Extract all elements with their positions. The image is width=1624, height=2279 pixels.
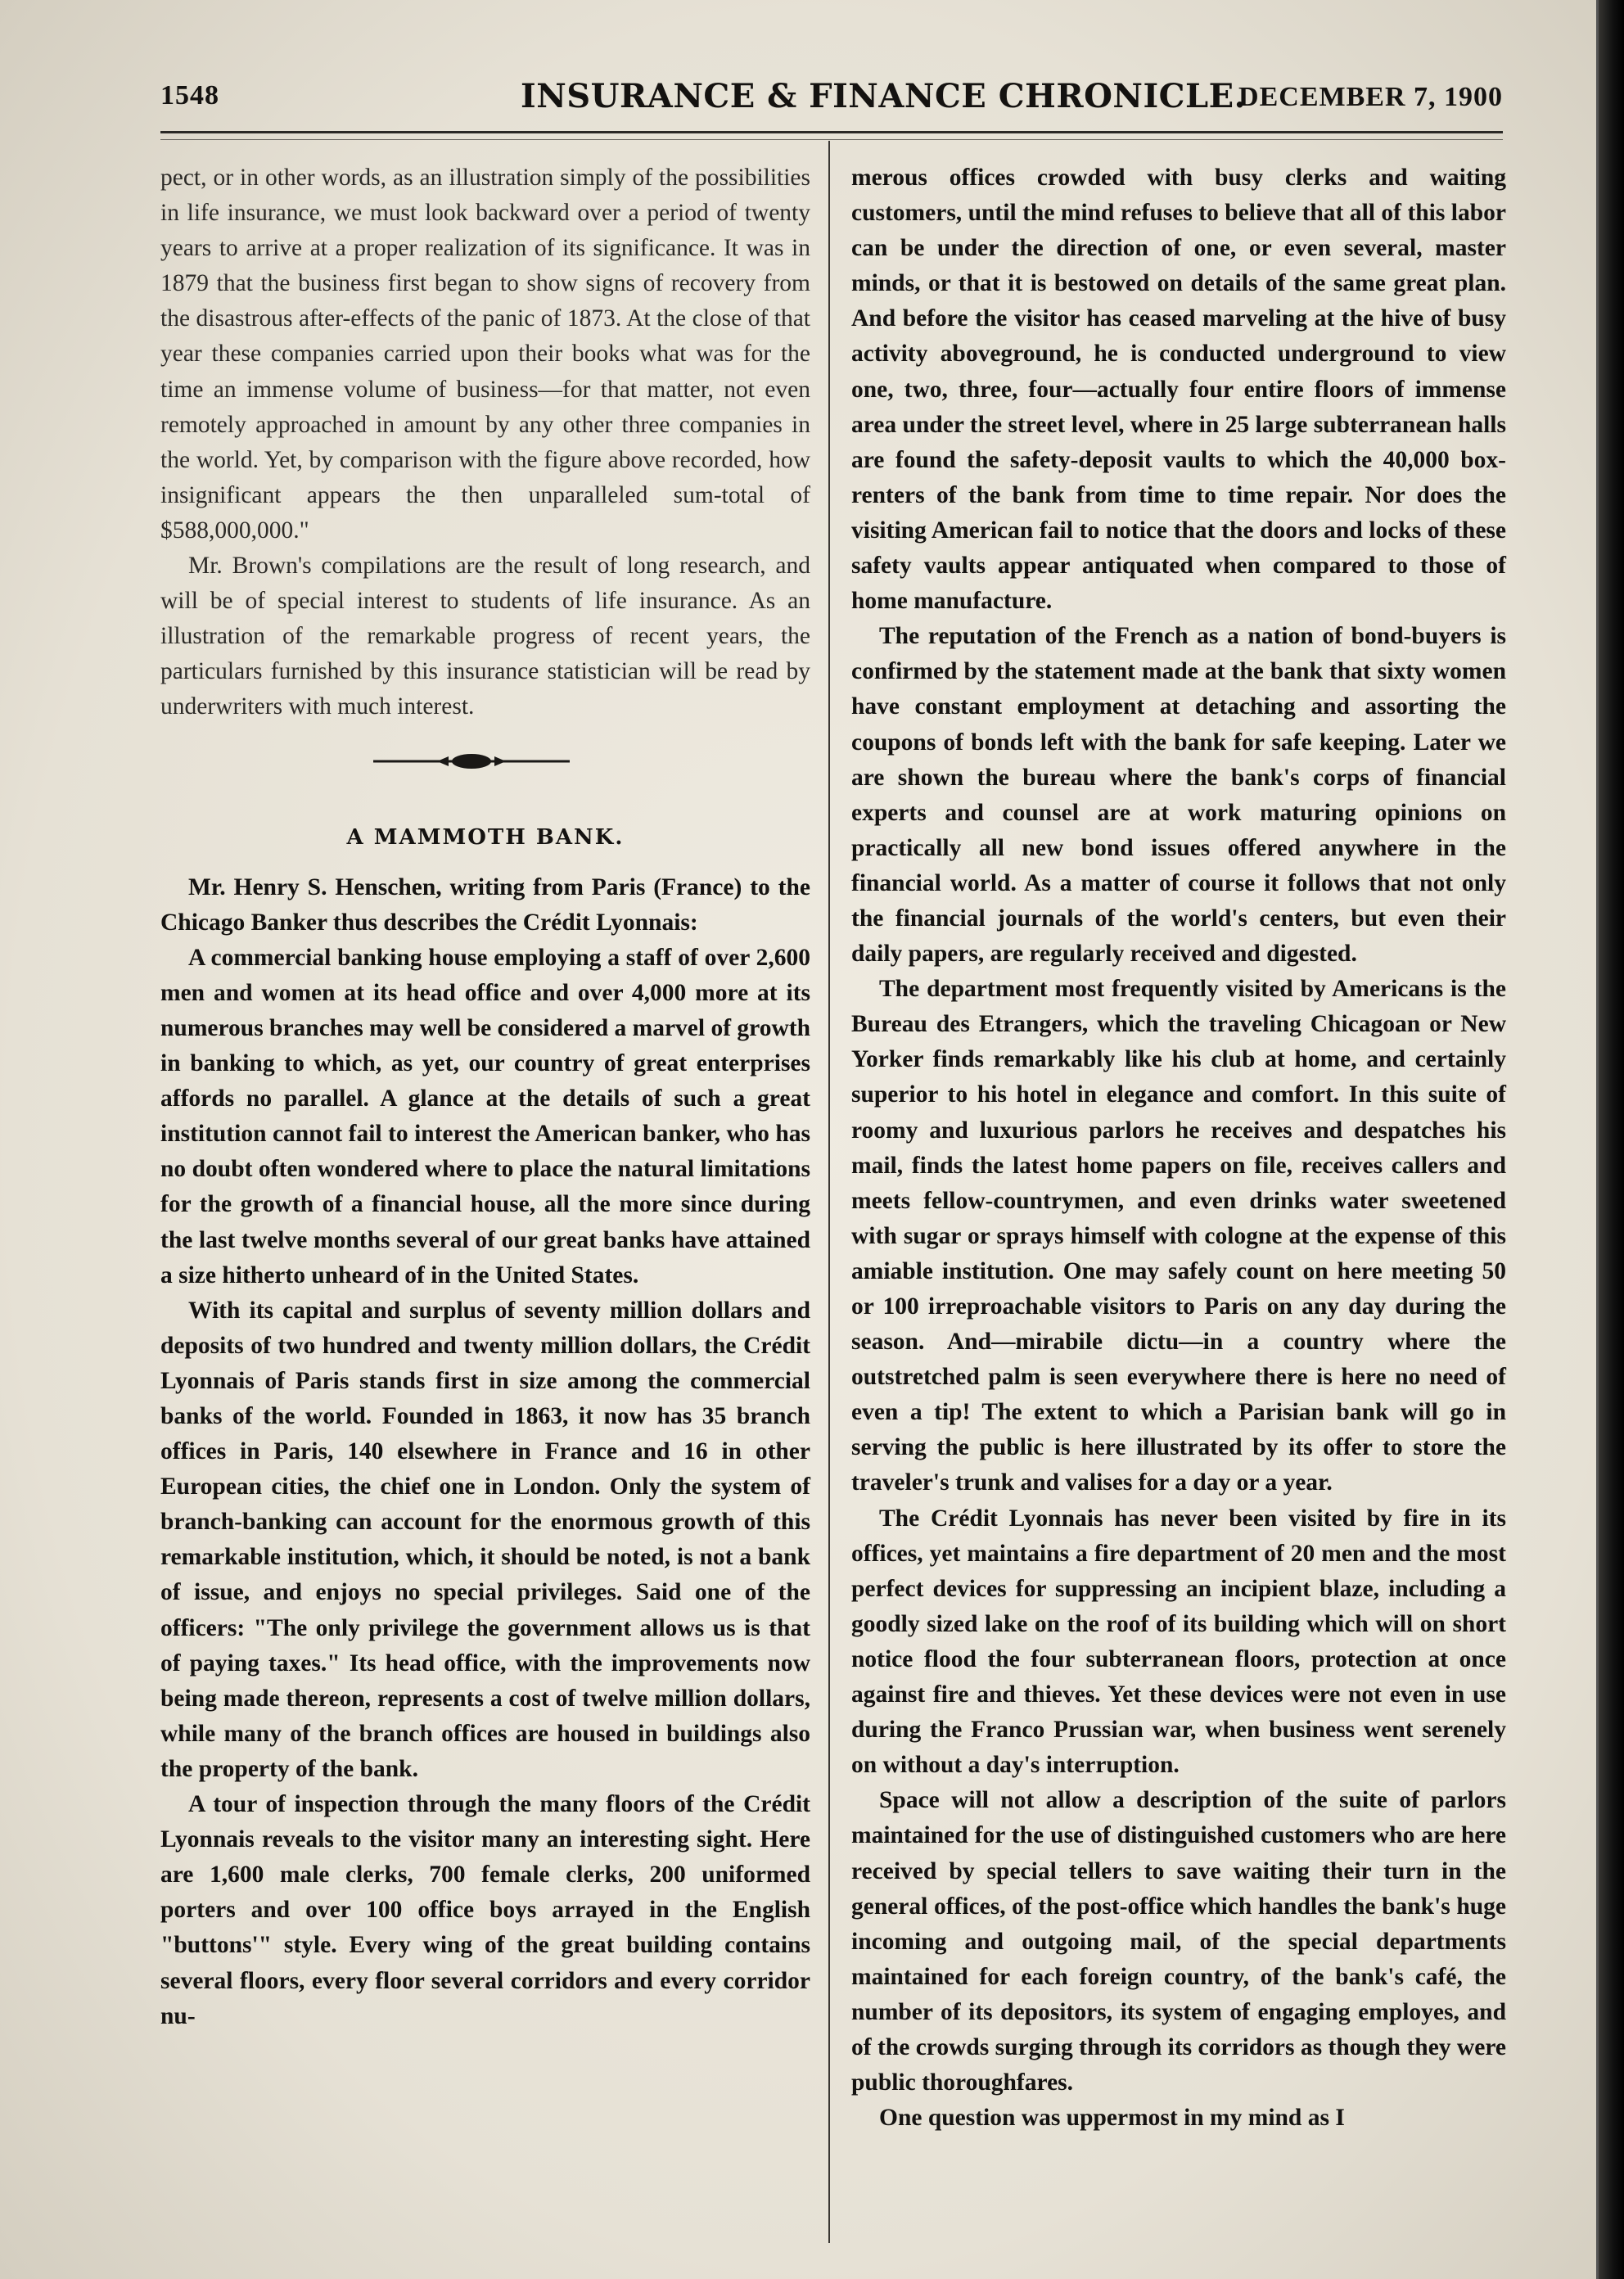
article-paragraph: One question was uppermost in my mind as I — [879, 2105, 1345, 2132]
issue-date: DECEMBER 7, 1900 — [1238, 82, 1503, 112]
page-header — [160, 77, 1503, 126]
article-paragraph: The Crédit Lyonnais has never been visited by fire in its offices, yet maintains a fire department of 20 men and the most perfect devices for suppressing an incipient blaze, including a goodly sized lake on the roof of its building which will on short notice flood the four subterranean floors, protection at once against fire and thieves. Yet these devices were not even in use during the Franco Prussian war, when business went serenely on without a day's interruption. — [851, 1505, 1506, 1779]
article-paragraph: With its capital and surplus of seventy million dollars and deposits of two hundred and twenty million dollars, the Crédit Lyonnais of Paris stands first in size among the commercial banks of the world. Founded in 1863, it now has 35 branch offices in Paris, 140 elsewhere in France and 16 in other European cities, the chief one in London. Only the system of branch-banking can account for the enormous growth of this remarkable institution, which, it should be noted, is not a bank of issue, and enjoys no special privileges. Said one of the officers: "The only privilege the government allows us is that of paying taxes." Its head office, with the improvements now being made thereon, represents a cost of twelve million dollars, while many of the branch offices are housed in buildings also the property of the bank. — [160, 1297, 810, 1782]
left-column — [160, 160, 810, 2034]
article-paragraph: A tour of inspection through the many floors of the Crédit Lyonnais reveals to the visitor many an interesting sight. Here are 1,600 male clerks, 700 female clerks, 200 uniformed porters and over 100 office boys arrayed in the English "buttons'" style. Every wing of the great building contains several floors, every floor several corridors and every corridor nu- — [160, 1791, 810, 2029]
section-ornament — [160, 725, 810, 810]
page-edge-shadow — [1596, 0, 1624, 2279]
intro-paragraph: Mr. Brown's compilations are the result of long research, and will be of special interest to students of life insurance. As an illustration of the remarkable progress of recent years, the particulars furnished by this insurance statistician will be read by underwriters with much interest. — [160, 553, 810, 720]
intro-paragraph-continued: pect, or in other words, as an illustration simply of the possibilities in life insurance, we must look backward over a period of twenty years to arrive at a proper realization of its significance. It was in 1879 that the business first began to show signs of recovery from the disastrous after-effects of the panic of 1873. At the close of that year these companies carried upon their books what was for the time an immense volume of business—for that matter, not even remotely approached in amount by any other three companies in the world. Yet, by comparison with the figure above recorded, how insignificant appears the then unparalleled sum-total of $588,000,000." — [160, 165, 810, 544]
ornament-divider-icon — [373, 750, 570, 773]
column-divider — [828, 141, 830, 2243]
article-paragraph: The reputation of the French as a nation of bond-buyers is confirmed by the statement made at the bank that sixty women have constant employment at detaching and assorting the coupons of bonds left with the bank for safe keeping. Later we are shown the bureau where the bank's corps of financial experts and counsel are at work maturing opinions on practically all new bond issues offered anywhere in the financial world. As a matter of course it follows that not only the financial journals of the world's centers, but even their daily papers, are regularly received and digested. — [851, 623, 1506, 968]
article-paragraph-continued: merous offices crowded with busy clerks and waiting customers, until the mind refuses to believe that all of this labor can be under the direction of one, or even several, master minds, or that it is bestowed on details of the same great plan. And before the visitor has ceased marveling at the hive of busy activity aboveground, he is conducted underground to view one, two, three, four—actually four entire floors of immense area under the street level, where in 25 large subterranean halls are found the safety-deposit vaults to which the 40,000 box-renters of the bank from time to time repair. Nor does the visiting American fail to notice that the doors and locks of these safety vaults appear antiquated when compared to those of home manufacture. — [851, 165, 1506, 615]
page-edge-line — [1596, 0, 1599, 2279]
page-number: 1548 — [160, 80, 219, 111]
article-paragraph: Mr. Henry S. Henschen, writing from Paris (France) to the Chicago Banker thus describes the Crédit Lyonnais: — [160, 873, 810, 936]
article-paragraph: A commercial banking house employing a staff of over 2,600 men and women at its head office and over 4,000 more at its numerous branches may well be considered a marvel of growth in banking to which, as yet, our country of great enterprises affords no parallel. A glance at the details of such a great institution cannot fail to interest the American banker, who has no doubt often wondered where to place the natural limitations for the growth of a financial house, all the more since during the last twelve months several of our great banks have attained a size hitherto unheard of in the United States. — [160, 944, 811, 1288]
journal-title: INSURANCE & FINANCE CHRONICLE. — [521, 77, 1247, 115]
right-column — [851, 160, 1506, 2136]
header-rule-thin — [160, 139, 1503, 140]
article-paragraph: The department most frequently visited by Americans is the Bureau des Etrangers, which the traveling Chicagoan or New Yorker finds remarkably like his club at home, and certainly superior to his hotel in elegance and comfort. In this suite of roomy and luxurious parlors he receives and despatches his mail, finds the latest home papers on file, receives callers and meets fellow-countrymen, and even drinks water sweetened with sugar or sprays himself with cologne at the expense of this amiable institution. One may safely count on here meeting 50 or 100 irreproachable visitors to Paris on any day during the season. And—mirabile dictu—in a country where the outstretched palm is seen everywhere there is here no need of even a tip! The extent to which a Parisian bank will go in serving the public is here illustrated by its offer to store the traveler's trunk and valises for a day or a year. — [851, 976, 1506, 1496]
article-title: A MAMMOTH BANK. — [346, 824, 625, 850]
article-paragraph: Space will not allow a description of the suite of parlors maintained for the use of distinguished customers who are here received by special tellers to save waiting their turn in the general offices, of the post-office which handles the bank's huge incoming and outgoing mail, of the special departments maintained for each foreign country, of the bank's café, the number of its depositors, its system of engaging employes, and of the crowds surging through its corridors as though they were public thoroughfares. — [851, 1787, 1506, 2096]
header-rule — [160, 131, 1503, 133]
